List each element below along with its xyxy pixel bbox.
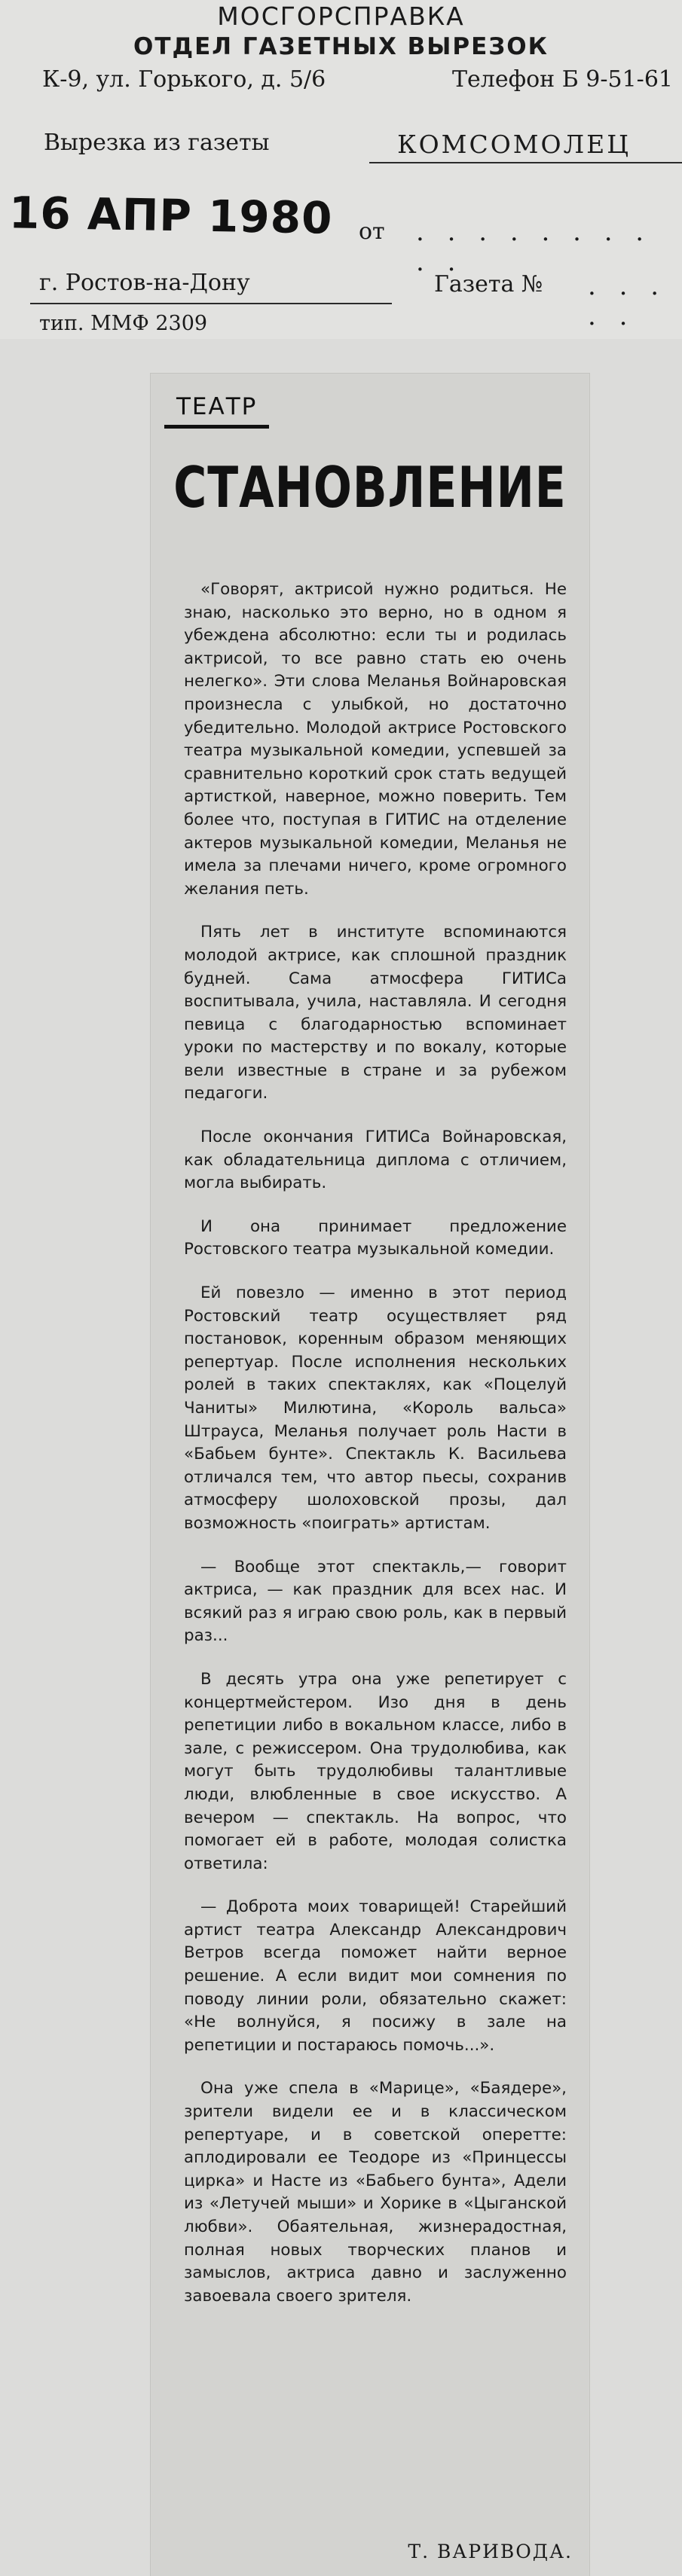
agency-name: МОСГОРСПРАВКА	[217, 2, 465, 31]
city-label: г. Ростов-на-Дону	[39, 270, 250, 296]
rubric-label: ТЕАТР	[164, 392, 269, 429]
article-paragraph: И она принимает предложение Ростовского театра музыкальной комедии.	[184, 1216, 567, 1259]
article-paragraph: В десять утра она уже репетирует с концертмейстером. Изо дня в день репетиции либо в вокальном классе, либо в зале, с режиссером. Она трудолюбива, как могут быть трудолюбивы талантливые люди, влюбленные в свое искусство. А вечером — спектакль. На вопрос, что помогает ей в работе, молодая солистка ответила:	[184, 1669, 567, 1873]
print-info: тип. ММФ 2309	[39, 312, 208, 335]
clipping-bureau-header	[0, 0, 682, 339]
newspaper-name: КОМСОМОЛЕЦ	[397, 130, 631, 159]
newspaper-underline	[369, 162, 682, 163]
date-stamp: 16 АПР 1980	[8, 187, 334, 244]
agency-phone: Телефон Б 9-51-61	[452, 66, 673, 93]
article-paragraph: После окончания ГИТИСа Войнаровская, как обладательница диплома с отличием, могла выбирать.	[184, 1128, 567, 1193]
issue-dots: . . . . .	[588, 271, 667, 331]
article-paragraph: Пять лет в институте вспоминаются молодой актрисе, как сплошной праздник будней. Сама атмосфера ГИТИСа воспитывала, учила, наставляла. И сегодня певица с благодарностью вспоминает уроки по мастерству и по вокалу, которые вели известные в стране и за рубежом педагоги.	[184, 923, 567, 1103]
issue-label: Газета №	[434, 271, 543, 298]
article-author: Т. ВАРИВОДА.	[408, 2541, 573, 2562]
article-body	[184, 578, 567, 2328]
article-title: СТАНОВЛЕНИЕ	[173, 455, 567, 521]
article-paragraph: — Вообще этот спектакль,— говорит актриса, — как праздник для всех нас. И всякий раз я играю свою роль, как в первый раз...	[184, 1557, 567, 1646]
city-underline	[30, 303, 392, 304]
newspaper-clipping	[151, 374, 589, 2576]
article-paragraph: Она уже спела в «Марице», «Баядере», зрители видели ее и в классическом репертуаре, и в советской оперетте: аплодировали ее Теодоре из «Принцессы цирка» и Насте из «Бабьего бунта», Адели из «Летучей мыши» и Хорике в «Цыганской любви». Обаятельная, жизнерадостная, полная новых творческих планов и замыслов, актриса давно и заслуженно завоевала своего зрителя.	[184, 2079, 567, 2306]
article-paragraph: — Доброта моих товарищей! Старейший артист театра Александр Александрович Ветров всегда поможет найти верное решение. А если видит мои сомнения по поводу линии роли, обязательно скажет: «Не волнуйся, я посижу в зале на репетиции и постараюсь помочь...».	[184, 1897, 567, 2055]
clipping-from-label: Вырезка из газеты	[44, 130, 270, 156]
article-paragraph: Ей повезло — именно в этот период Ростовский театр осуществляет ряд постановок, коренным образом меняющих репертуар. После исполнения нескольких ролей в таких спектаклях, как «Поцелуй Чаниты» Милютина, «Король вальса» Штрауса, Меланья получает роль Насти в «Бабьем бунте». Спектакль К. Васильева отличался тем, что автор пьесы, сохранив атмосферу шолоховской прозы, дал возможность «поиграть» артистам.	[184, 1283, 567, 1533]
from-dots: . . . . . . . . . .	[416, 217, 652, 277]
agency-address: К-9, ул. Горького, д. 5/6	[42, 66, 326, 93]
agency-department: ОТДЕЛ ГАЗЕТНЫХ ВЫРЕЗОК	[133, 33, 549, 60]
from-label: от	[359, 218, 385, 245]
article-paragraph: «Говорят, актрисой нужно родиться. Не знаю, насколько это верно, но в одном я убеждена абсолютно: если ты и родилась актрисой, то все равно стать ею очень нелегко». Эти слова Меланья Войнаровская произнесла с улыбкой, но достаточно убедительно. Молодой актрисе Ростовского театра музыкальной комедии, успевшей за сравнительно короткий срок стать ведущей артисткой, наверное, можно поверить. Тем более что, поступая в ГИТИС на отделение актеров музыкальной комедии, Меланья не имела за плечами ничего, кроме огромного желания петь.	[184, 580, 567, 899]
